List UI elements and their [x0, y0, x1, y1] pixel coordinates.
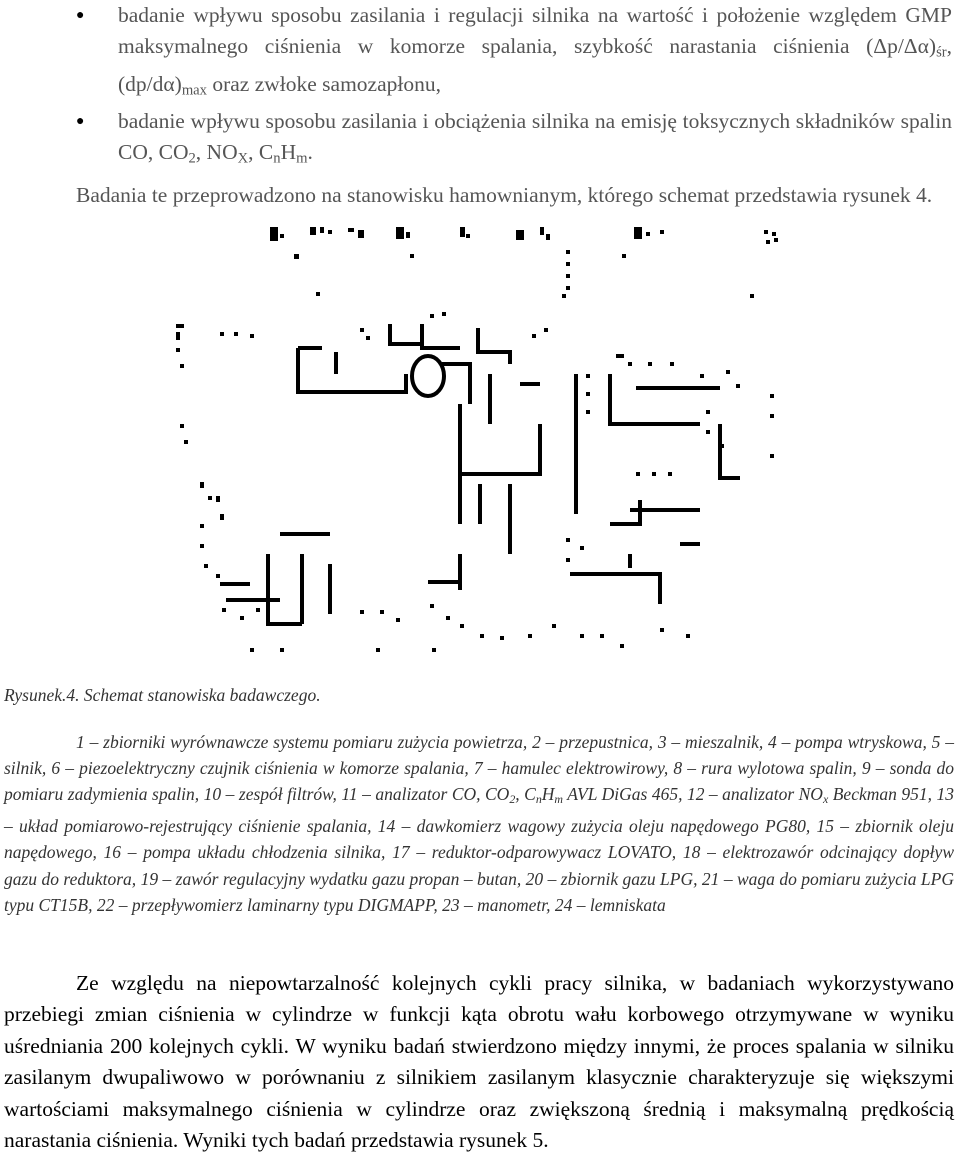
results-paragraph: Ze względu na niepowtarzalność kolejnych cykli pracy silnika, w badaniach wykorzystywano przebiegi zmian ciśnienia w cylindrze w funkcji kąta obrotu wału korbowego otrzymywane w wyniku uśredniania 200 kolejnych cykli. W wyniku badań stwierdzono między innymi, że proces spalania w silniku zasilanym dwupaliwowo w porównaniu z silnikiem zasilanym klasycznie charakteryzuje się większymi wartościami maksymalnego ciśnienia w cylindrze oraz zwiększoną średnią i maksymalną prędkością narastania ciśnienia. Wyniki tych badań przedstawia rysunek 5.	[4, 970, 954, 1152]
test-stand-schematic	[160, 224, 800, 664]
intro-paragraph: Badania te przeprowadzono na stanowisku hamownianym, którego schemat przedstawia rysunek 4.	[76, 182, 933, 207]
figure-caption: Rysunek.4. Schemat stanowiska badawczego.	[4, 685, 321, 705]
bullet-item-pressure: ● badanie wpływu sposobu zasilania i regulacji silnika na wartość i położenie względem GMP maksymalnego ciśnienia w komorze spalania, szybkość narastania ciśnienia $(\Delta p/\Delta\alpha)_{śr}$, $(dp/d\alpha)_{max}$ oraz zwłoke samozapłonu,	[72, 0, 952, 106]
bullet-item-emission: ● badanie wpływu sposobu zasilania i obciążenia silnika na emisję toksycznych składników spalin CO, $CO_2$, $NO_X$, $C_nH_m$.	[72, 106, 952, 175]
figure-legend: 1 – zbiorniki wyrównawcze systemu pomiaru zużycia powietrza, 2 – przepustnica, 3 – mieszalnik, 4 – pompa wtryskowa, 5 – silnik, 6 – piezoelektryczny czujnik ciśnienia w komorze spalania, 7 – hamulec elektrowirowy, 8 – rura wylotowa spalin, 9 – sonda do pomiaru zadymienia spalin, 10 – zespół filtrów, 11 – analizator CO, $CO_2$, $C_nH_m$ AVL DiGas 465, 12 – analizator $NO_x$ Beckman 951, 13 – układ pomiarowo-rejestrujący ciśnienie spalania, 14 – dawkomierz wagowy zużycia oleju napędowego PG80, 15 – zbiornik oleju napędowego, 16 – pompa układu chłodzenia silnika, 17 – reduktor-odparowywacz LOVATO, 18 – elektrozawór odcinający dopływ gazu do reduktora, 19 – zawór regulacyjny wydatku gazu propan – butan, 20 – zbiornik gazu LPG, 21 – waga do pomiaru zużycia LPG typu CT15B, 22 – przepływomierz laminarny typu DIGMAPP, 23 – manometr, 24 – lemniskata	[4, 731, 954, 915]
bullet-list	[72, 0, 952, 175]
